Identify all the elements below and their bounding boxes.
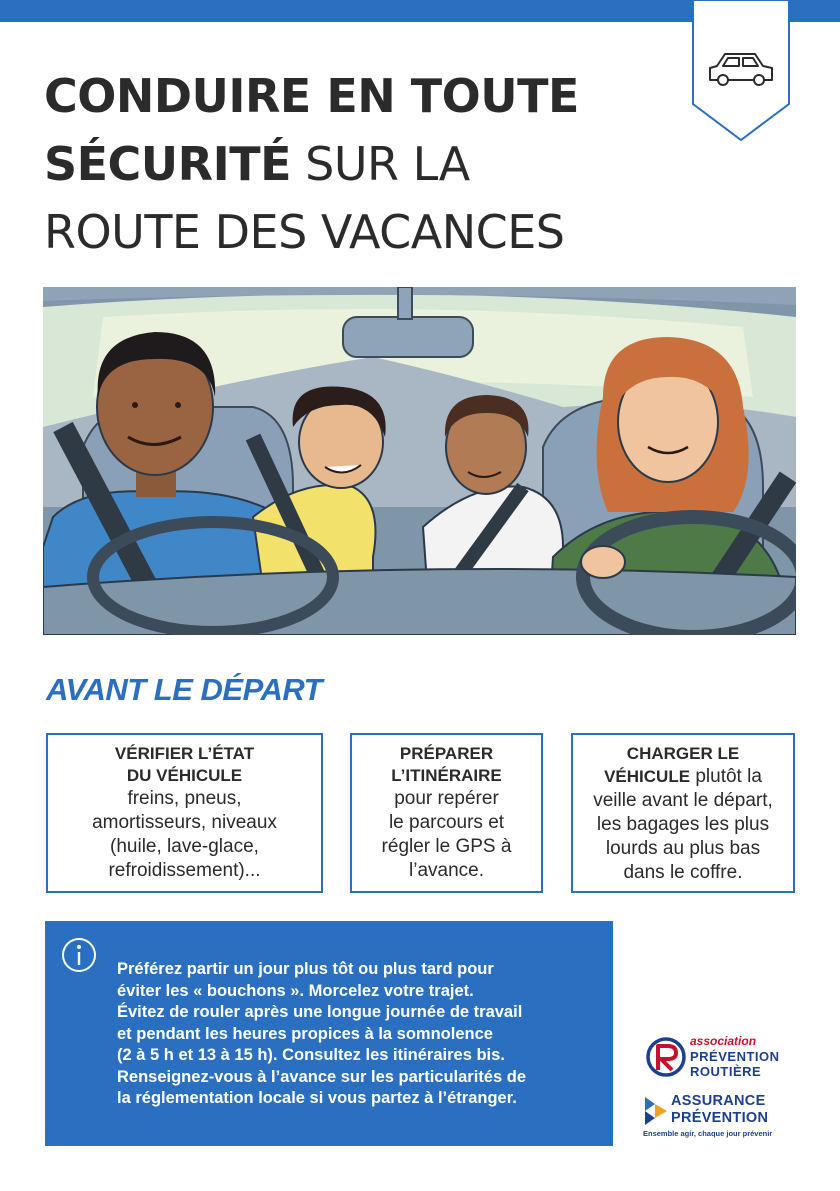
info-line-1: Préférez partir un jour plus tôt ou plus tard pour bbox=[117, 960, 494, 978]
category-badge bbox=[692, 0, 790, 142]
ap-line-1: ASSURANCE bbox=[671, 1093, 766, 1109]
card-3-head-line-2: VÉHICULE bbox=[604, 767, 691, 786]
info-box bbox=[45, 921, 613, 1146]
card-3-body-inline: plutôt la bbox=[690, 766, 762, 787]
ap-line-2: PRÉVENTION bbox=[671, 1110, 769, 1126]
card-2-head-line-1: PRÉPARER bbox=[399, 744, 494, 763]
page-title bbox=[44, 62, 684, 266]
tip-card-vehicle-check bbox=[46, 733, 323, 893]
card-1-head-line-2: DU VÉHICULE bbox=[126, 766, 243, 785]
logo-assurance-prevention bbox=[643, 1093, 803, 1143]
card-3-body-line-2: les bagages les plus bbox=[596, 814, 770, 835]
family-car-illustration bbox=[43, 287, 796, 635]
info-line-3: Évitez de rouler après une longue journée de travail bbox=[117, 1003, 523, 1021]
section-title: AVANT LE DÉPART bbox=[46, 672, 323, 707]
tip-card-loading bbox=[571, 733, 795, 893]
card-3-body-line-1: veille avant le départ, bbox=[593, 790, 773, 811]
card-1-body-line-2: amortisseurs, niveaux bbox=[92, 812, 277, 833]
info-line-7: la réglementation locale si vous partez à l’étranger. bbox=[117, 1089, 517, 1107]
tip-card-route bbox=[350, 733, 543, 893]
card-1-body-line-1: freins, pneus, bbox=[127, 788, 242, 809]
card-1-head-line-1: VÉRIFIER L’ÉTAT bbox=[114, 744, 255, 763]
apr-small-label: association bbox=[690, 1034, 757, 1048]
info-line-4: et pendant les heures propices à la somnolence bbox=[117, 1024, 493, 1043]
card-1-body-line-3: (huile, lave-glace, bbox=[110, 836, 259, 857]
card-3-body-line-4: dans le coffre. bbox=[623, 862, 743, 883]
card-3-head-line-1: CHARGER LE bbox=[626, 744, 740, 763]
title-line-1: CONDUIRE EN TOUTE bbox=[44, 69, 579, 123]
logo-prevention-routiere bbox=[646, 1034, 806, 1082]
info-line-5: (2 à 5 h et 13 à 15 h). Consultez les itinéraires bis. bbox=[117, 1046, 505, 1064]
info-text bbox=[117, 959, 597, 1110]
title-line-3: ROUTE DES VACANCES bbox=[44, 205, 565, 259]
info-line-6: Renseignez-vous à l’avance sur les particularités de bbox=[117, 1067, 527, 1086]
info-line-2: éviter les « bouchons ». Morcelez votre trajet. bbox=[117, 981, 474, 1000]
apr-line-2: ROUTIÈRE bbox=[690, 1064, 762, 1079]
card-2-head-line-2: L’ITINÉRAIRE bbox=[391, 766, 502, 785]
card-2-body-line-3: régler le GPS à bbox=[381, 836, 512, 857]
card-2-body-line-4: l’avance. bbox=[409, 860, 484, 881]
title-line-2-bold: SÉCURITÉ bbox=[44, 137, 292, 191]
title-line-2-light: SUR LA bbox=[291, 137, 470, 191]
card-2-body-line-1: pour repérer bbox=[394, 788, 499, 809]
card-3-body-line-3: lourds au plus bas bbox=[605, 838, 761, 859]
card-1-body-line-4: refroidissement)... bbox=[108, 860, 261, 881]
info-icon bbox=[61, 937, 97, 973]
ap-tagline: Ensemble agir, chaque jour prévenir bbox=[643, 1129, 773, 1138]
apr-line-1: PRÉVENTION bbox=[690, 1049, 780, 1064]
assurance-prevention-logo-mark-icon bbox=[643, 1095, 669, 1127]
prevention-routiere-logo-mark-icon bbox=[646, 1036, 686, 1078]
card-2-body-line-2: le parcours et bbox=[388, 812, 505, 833]
